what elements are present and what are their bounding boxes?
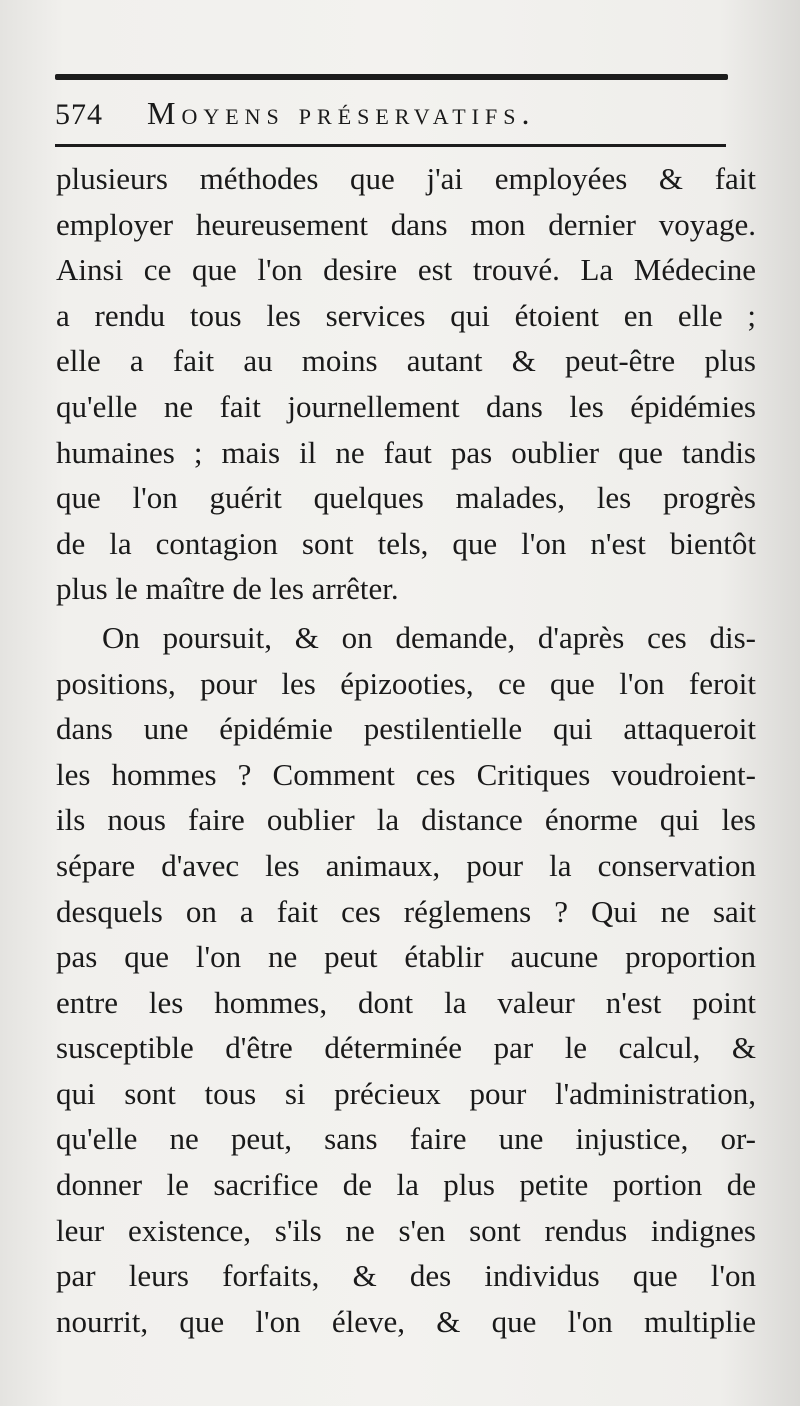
text-line: nourrit, que l'on éleve, & que l'on multiplie <box>56 1303 756 1339</box>
top-rule <box>55 74 728 80</box>
text-line: les hommes ? Comment ces Critiques voudroient- <box>56 756 756 792</box>
text-line: par leurs forfaits, & des individus que l'on <box>56 1258 756 1294</box>
text-line: humaines ; mais il ne faut pas oublier que tandis <box>56 434 756 470</box>
text-line: On poursuit, & on demande, d'après ces dis- <box>102 619 756 655</box>
text-line: que l'on guérit quelques malades, les progrès <box>56 480 756 516</box>
text-line: elle a fait au moins autant & peut-être plus <box>56 343 756 379</box>
text-line: de la contagion sont tels, que l'on n'est bientôt <box>56 525 756 561</box>
text-line: qu'elle ne peut, sans faire une injustice, or- <box>56 1121 756 1157</box>
running-header <box>55 88 735 138</box>
paragraph <box>56 156 756 612</box>
text-line: a rendu tous les services qui étoient en elle ; <box>56 297 756 333</box>
text-line: sépare d'avec les animaux, pour la conservation <box>56 847 756 883</box>
text-line: qu'elle ne fait journellement dans les épidémies <box>56 388 756 424</box>
running-title: Moyens préservatifs. <box>147 95 536 131</box>
text-line: desquels on a fait ces réglemens ? Qui ne sait <box>56 893 756 929</box>
text-line: leur existence, s'ils ne s'en sont rendus indignes <box>56 1212 756 1248</box>
text-line: employer heureusement dans mon dernier voyage. <box>56 206 756 242</box>
text-line: ils nous faire oublier la distance énorme qui les <box>56 802 756 838</box>
text-line: pas que l'on ne peut établir aucune proportion <box>56 939 756 975</box>
page-number: 574 <box>55 98 103 131</box>
text-line: positions, pour les épizooties, ce que l'on feroit <box>56 665 756 701</box>
text-line: dans une épidémie pestilentielle qui attaqueroit <box>56 711 756 747</box>
text-line: susceptible d'être déterminée par le calcul, & <box>56 1030 756 1066</box>
text-line: qui sont tous si précieux pour l'administration, <box>56 1075 756 1111</box>
text-line: donner le sacrifice de la plus petite portion de <box>56 1167 756 1203</box>
paragraph <box>56 615 756 1345</box>
header-rule <box>55 144 726 147</box>
text-line: entre les hommes, dont la valeur n'est point <box>56 984 756 1020</box>
text-line: plus le maître de les arrêter. <box>56 571 399 607</box>
body-text <box>56 156 756 1344</box>
text-line: plusieurs méthodes que j'ai employées & fait <box>56 161 756 196</box>
text-line: Ainsi ce que l'on desire est trouvé. La Médecine <box>56 252 756 288</box>
